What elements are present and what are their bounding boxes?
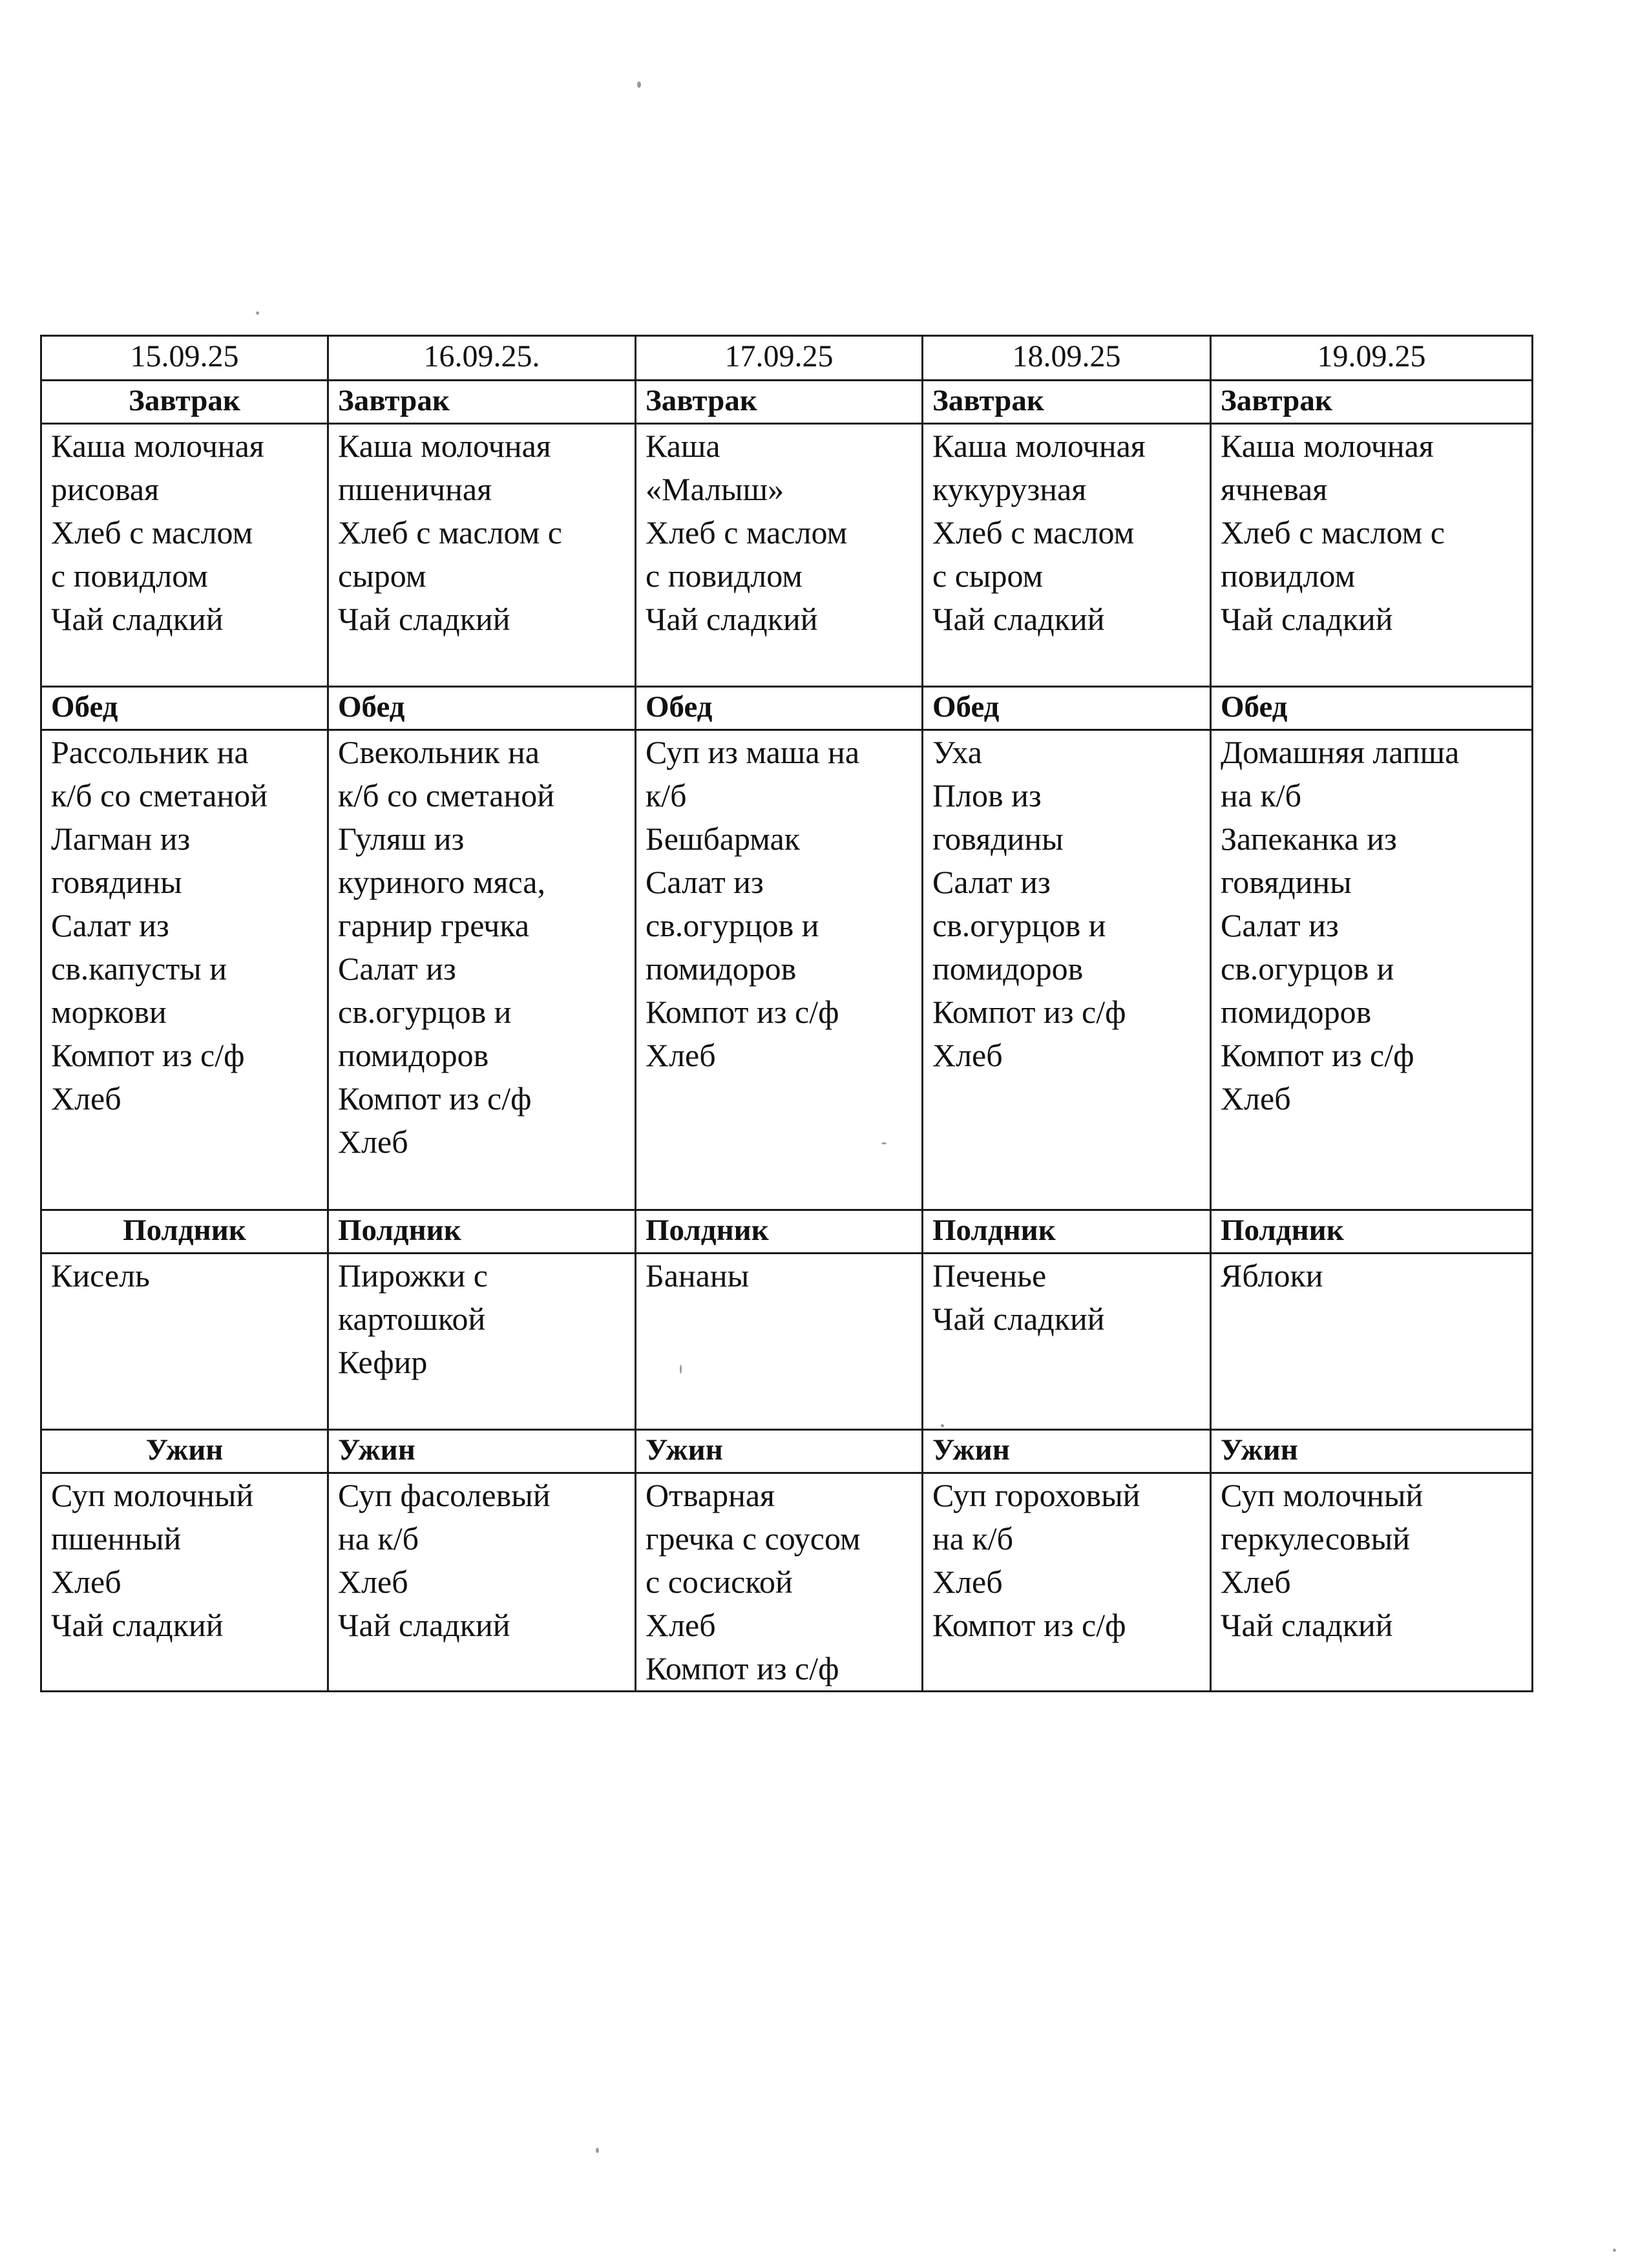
- dish-line: Хлеб с маслом с: [338, 514, 562, 551]
- dish-line: Плов из: [932, 777, 1042, 814]
- meal-label: Ужин: [1211, 1430, 1533, 1473]
- dish-line: Каша молочная: [932, 428, 1146, 464]
- meal-label: Ужин: [923, 1430, 1211, 1473]
- dish-cell: [328, 1254, 636, 1430]
- dish-line: на к/б: [1221, 777, 1302, 814]
- meal-label: Завтрак: [41, 381, 328, 424]
- meal-label: Обед: [923, 687, 1211, 730]
- dish-line: Пирожки с: [338, 1257, 488, 1294]
- dish-line: помидоров: [932, 950, 1084, 987]
- meal-label: Полдник: [328, 1210, 636, 1254]
- dish-cell: [41, 1473, 328, 1692]
- dish-line: пшеничная: [338, 471, 492, 507]
- dish-line: Каша молочная: [338, 428, 551, 464]
- dish-line: «Малыш»: [646, 471, 784, 507]
- dish-cell: [1211, 730, 1533, 1210]
- dish-line: Гуляш из: [338, 821, 465, 857]
- dish-line: на к/б: [932, 1520, 1014, 1557]
- dish-line: Чай сладкий: [51, 1607, 224, 1643]
- dish-line: Уха: [932, 734, 982, 770]
- dinner-label-row: [41, 1430, 1533, 1473]
- dish-line: Хлеб: [932, 1037, 1003, 1073]
- dish-cell: [41, 424, 328, 687]
- dish-line: на к/б: [338, 1520, 419, 1557]
- dish-line: Компот из с/ф: [646, 994, 839, 1030]
- dish-line: рисовая: [51, 471, 160, 507]
- dish-line: Печенье: [932, 1257, 1047, 1294]
- dinner-dishes-row: [41, 1473, 1533, 1692]
- dish-line: Чай сладкий: [932, 1301, 1105, 1337]
- dish-line: св.огурцов и: [932, 907, 1106, 943]
- dish-line: с сосиской: [646, 1564, 793, 1600]
- breakfast-dishes-row: [41, 424, 1533, 687]
- dish-line: повидлом: [1221, 558, 1356, 594]
- dish-line: говядины: [1221, 864, 1352, 900]
- dish-line: Хлеб с маслом: [932, 514, 1135, 551]
- dish-line: Кефир: [338, 1344, 428, 1380]
- dish-line: Каша молочная: [1221, 428, 1434, 464]
- dish-line: Хлеб с маслом с: [1221, 514, 1445, 551]
- dish-line: картошкой: [338, 1301, 486, 1337]
- dish-line: сыром: [338, 558, 426, 594]
- dish-line: говядины: [932, 821, 1064, 857]
- dish-line: Суп из маша на: [646, 734, 860, 770]
- dish-cell: [636, 424, 923, 687]
- dish-cell: [41, 1254, 328, 1430]
- date-cell: 15.09.25: [41, 336, 328, 381]
- scan-speck: [256, 311, 259, 315]
- meal-label: Обед: [636, 687, 923, 730]
- dish-line: говядины: [51, 864, 182, 900]
- meal-label: Завтрак: [1211, 381, 1533, 424]
- meal-label: Обед: [1211, 687, 1533, 730]
- dish-line: Салат из: [51, 907, 169, 943]
- dish-line: Запеканка из: [1221, 821, 1397, 857]
- date-cell: 19.09.25: [1211, 336, 1533, 381]
- dish-cell: [328, 424, 636, 687]
- dish-line: св.капусты и: [51, 950, 227, 987]
- dish-line: Хлеб: [338, 1124, 408, 1160]
- meal-label: Завтрак: [636, 381, 923, 424]
- dish-cell: [923, 1473, 1211, 1692]
- dish-line: Домашняя лапша: [1221, 734, 1460, 770]
- dish-cell: [1211, 1473, 1533, 1692]
- dish-line: помидоров: [646, 950, 797, 987]
- dish-line: ячневая: [1221, 471, 1328, 507]
- dish-line: к/б: [646, 777, 687, 814]
- dish-line: Чай сладкий: [932, 601, 1105, 637]
- dish-line: св.огурцов и: [1221, 950, 1394, 987]
- scan-speck: [637, 81, 641, 88]
- meal-label: Обед: [41, 687, 328, 730]
- meal-label: Ужин: [41, 1430, 328, 1473]
- dish-line: Суп фасолевый: [338, 1477, 551, 1513]
- dish-line: Каша молочная: [51, 428, 264, 464]
- dish-line: Кисель: [51, 1257, 150, 1294]
- meal-label: Ужин: [328, 1430, 636, 1473]
- dish-line: с повидлом: [51, 558, 208, 594]
- dish-line: гарнир гречка: [338, 907, 530, 943]
- snack-label-row: [41, 1210, 1533, 1254]
- dish-line: св.огурцов и: [338, 994, 512, 1030]
- dish-line: кукурузная: [932, 471, 1087, 507]
- dish-line: Суп молочный: [51, 1477, 254, 1513]
- dish-line: Салат из: [932, 864, 1051, 900]
- dish-line: Чай сладкий: [338, 1607, 510, 1643]
- dish-cell: [923, 1254, 1211, 1430]
- dish-cell: [636, 1254, 923, 1430]
- dish-line: Хлеб: [1221, 1564, 1291, 1600]
- meal-label: Полдник: [923, 1210, 1211, 1254]
- dish-line: Чай сладкий: [646, 601, 818, 637]
- dish-line: с сыром: [932, 558, 1044, 594]
- weekly-menu-table: [40, 335, 1533, 1692]
- meal-label: Полдник: [636, 1210, 923, 1254]
- meal-label: Полдник: [1211, 1210, 1533, 1254]
- meal-label: Завтрак: [923, 381, 1211, 424]
- dish-line: Хлеб: [646, 1607, 716, 1643]
- dish-line: помидоров: [338, 1037, 489, 1073]
- dish-cell: [41, 730, 328, 1210]
- dish-line: Хлеб: [51, 1564, 121, 1600]
- meal-label: Ужин: [636, 1430, 923, 1473]
- date-cell: 17.09.25: [636, 336, 923, 381]
- meal-label: Полдник: [41, 1210, 328, 1254]
- dish-line: Салат из: [338, 950, 456, 987]
- breakfast-label-row: [41, 381, 1533, 424]
- dish-line: Салат из: [1221, 907, 1339, 943]
- dish-line: с повидлом: [646, 558, 803, 594]
- dish-line: Компот из с/ф: [932, 1607, 1126, 1643]
- dish-line: к/б со сметаной: [338, 777, 555, 814]
- dish-line: Лагман из: [51, 821, 191, 857]
- date-header-row: [41, 336, 1533, 381]
- dish-line: Свекольник на: [338, 734, 540, 770]
- scan-speck: [1613, 2249, 1616, 2252]
- dish-line: к/б со сметаной: [51, 777, 268, 814]
- dish-line: Суп гороховый: [932, 1477, 1140, 1513]
- lunch-label-row: [41, 687, 1533, 730]
- dish-line: Бананы: [646, 1257, 750, 1294]
- dish-line: Чай сладкий: [51, 601, 224, 637]
- dish-line: Хлеб: [1221, 1080, 1291, 1117]
- dish-line: Компот из с/ф: [932, 994, 1126, 1030]
- dish-line: св.огурцов и: [646, 907, 819, 943]
- dish-line: Рассольник на: [51, 734, 249, 770]
- scan-speck: [596, 2148, 599, 2153]
- dish-line: Чай сладкий: [1221, 1607, 1393, 1643]
- dish-line: Хлеб: [646, 1037, 716, 1073]
- dish-line: Хлеб с маслом: [646, 514, 848, 551]
- dish-line: моркови: [51, 994, 167, 1030]
- meal-label: Завтрак: [328, 381, 636, 424]
- dish-line: пшенный: [51, 1520, 182, 1557]
- dish-line: Отварная: [646, 1477, 775, 1513]
- dish-line: Компот из с/ф: [338, 1080, 532, 1117]
- snack-dishes-row: [41, 1254, 1533, 1430]
- dish-line: Каша: [646, 428, 720, 464]
- dish-line: Компот из с/ф: [51, 1037, 245, 1073]
- dish-line: куриного мяса,: [338, 864, 545, 900]
- dish-line: Хлеб: [51, 1080, 121, 1117]
- date-cell: 18.09.25: [923, 336, 1211, 381]
- dish-cell: [1211, 424, 1533, 687]
- dish-cell: [923, 424, 1211, 687]
- lunch-dishes-row: [41, 730, 1533, 1210]
- dish-line: Салат из: [646, 864, 764, 900]
- dish-cell: [328, 730, 636, 1210]
- dish-line: помидоров: [1221, 994, 1372, 1030]
- dish-line: Чай сладкий: [338, 601, 510, 637]
- dish-line: Компот из с/ф: [1221, 1037, 1414, 1073]
- meal-label: Обед: [328, 687, 636, 730]
- dish-cell: [328, 1473, 636, 1692]
- date-cell: 16.09.25.: [328, 336, 636, 381]
- dish-line: Яблоки: [1221, 1257, 1323, 1294]
- dish-line: геркулесовый: [1221, 1520, 1410, 1557]
- dish-line: Бешбармак: [646, 821, 801, 857]
- dish-line: Хлеб: [338, 1564, 408, 1600]
- dish-line: Чай сладкий: [1221, 601, 1393, 637]
- dish-cell: [923, 730, 1211, 1210]
- dish-line: Хлеб: [932, 1564, 1003, 1600]
- dish-line: Компот из с/ф: [646, 1650, 839, 1686]
- dish-cell: [636, 730, 923, 1210]
- dish-cell: [636, 1473, 923, 1692]
- dish-line: Хлеб с маслом: [51, 514, 253, 551]
- dish-line: Суп молочный: [1221, 1477, 1423, 1513]
- dish-cell: [1211, 1254, 1533, 1430]
- dish-line: гречка с соусом: [646, 1520, 861, 1557]
